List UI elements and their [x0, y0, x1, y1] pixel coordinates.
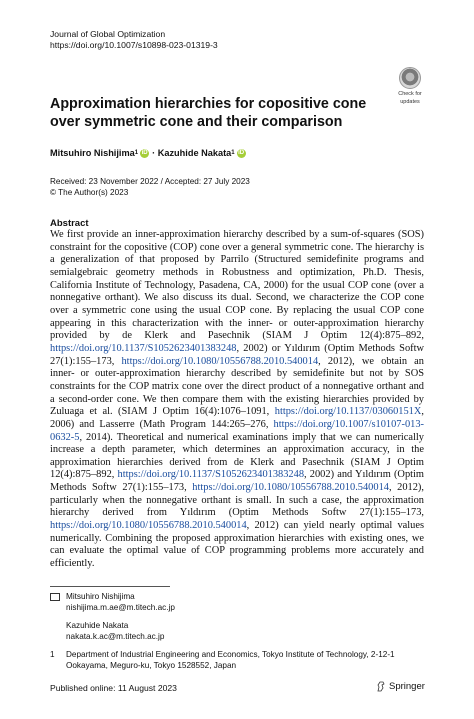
orcid-icon[interactable]: iD: [141, 149, 148, 156]
contact-email-2[interactable]: nakata.k.ac@m.titech.ac.jp: [66, 631, 165, 641]
check-updates-label-2: updates: [400, 99, 420, 105]
check-updates-label-1: Check for: [398, 91, 422, 97]
affiliation-mark: 1: [50, 650, 55, 660]
abstract-text: , 2012), particularly when the nonnegative orthant is small. In such a case, the approximation hierarchy derived from Yıldırım (Optim Methods Softw 27(1):155–173,: [50, 482, 424, 519]
doi-link[interactable]: https://doi.org/10.1080/10556788.2010.540014: [192, 482, 389, 494]
contact-name-2: Kazuhide Nakata: [66, 621, 129, 631]
doi-link[interactable]: https://doi.org/10.1007/s10898-023-01319-3: [50, 40, 218, 50]
corresponding-authors: [50, 592, 430, 642]
abstract-body: [50, 229, 424, 571]
abstract-text: , 2002) or Yıldırım (Optim Methods Softw 27(1):155–173,: [50, 342, 424, 367]
affiliation-line-2: Ookayama, Meguro-ku, Tokyo 1528552, Japan: [66, 660, 237, 670]
doi-link[interactable]: https://doi.org/10.1137/S1052623401383248: [117, 469, 305, 481]
publisher-name: Springer: [389, 681, 425, 692]
article-title: Approximation hierarchies for copositive cone over symmetric cone and their comparison: [50, 96, 367, 130]
author-affil-sup-2: 1: [231, 150, 235, 156]
contact-email-1[interactable]: nishijima.m.ae@m.titech.ac.jp: [66, 602, 175, 612]
journal-header: [50, 29, 218, 51]
footnote-divider: [50, 586, 170, 587]
copyright: © The Author(s) 2023: [50, 188, 129, 197]
doi-link[interactable]: https://doi.org/10.1080/10556788.2010.540014: [121, 355, 319, 367]
contact-name-1: Mitsuhiro Nishijima: [66, 592, 135, 601]
abstract-paragraph: [50, 229, 424, 571]
abstract-text: , 2012), we obtain an inner- or outer-approximation hierarchy described by semidefinite but not by SOS constraints for the COP matrix cone over the direct product of a nonnegative orthant and a second-order cone. We then compare them with the existing hierarchies provided by Zuluaga et al. (SIAM J Optim 16(4):1076–1091,: [50, 355, 424, 418]
received-accepted: Received: 23 November 2022 / Accepted: 27 July 2023: [50, 177, 250, 186]
doi-link[interactable]: https://doi.org/10.1007/s10107-013-0632-5: [50, 418, 424, 443]
journal-name: Journal of Global Optimization: [50, 29, 166, 39]
check-for-updates-badge[interactable]: [393, 67, 427, 103]
author-name-1[interactable]: Mitsuhiro Nishijima: [50, 148, 135, 158]
abstract-text: We first provide an inner-approximation hierarchy described by a sum-of-squares (SOS) constraint for the copositive (COP) cone over a general symmetric cone. The hierarchy is a generalization of that proposed by Parrilo (Structured semidefinite programs and semialgebraic geometry methods in Robustness and optimization, Ph.D. Thesis, California Institute of Technology, Pasadena, CA, 2000) for the usual COP cone (over a nonnegative orthant). We also discuss its dual. Second, we characterize the COP cone over a symmetric cone using the usual COP cone. By replacing the usual COP cone appearing in this characterization with the inner- or outer-approximation hierarchy provided by de Klerk and Pasechnik (SIAM J Optim 12(4):875–892,: [50, 229, 424, 342]
author-name-2[interactable]: Kazuhide Nakata: [157, 148, 232, 158]
abstract-text: , 2002) and Yıldırım (Optim Methods Softw 27(1):155–173,: [50, 469, 424, 494]
author-separator: ·: [152, 148, 156, 158]
envelope-icon: [50, 593, 60, 601]
author-list: [50, 148, 249, 158]
abstract-text: , 2012) can yield nearly optimal values numerically. Combining the proposed approximation hierarchies with existing ones, we can evaluate the optimal value of COP programming problems more accurately and efficiently.: [50, 520, 424, 570]
abstract-text: , 2006) and Lasserre (Math Program 144:265–276,: [50, 406, 424, 430]
article-dates: [50, 176, 250, 198]
author-affil-sup-1: 1: [134, 150, 139, 156]
footnotes: [50, 592, 430, 680]
abstract-heading: Abstract: [50, 218, 89, 229]
orcid-icon[interactable]: iD: [238, 149, 245, 156]
springer-horse-icon: [376, 681, 386, 692]
affiliation: [50, 650, 430, 671]
affiliation-line-1: Department of Industrial Engineering and Economics, Tokyo Institute of Technology, 2-12-1: [66, 650, 395, 660]
published-date: Published online: 11 August 2023: [50, 683, 177, 693]
publisher-logo: [376, 681, 425, 692]
abstract-text: , 2014). Theoretical and numerical examinations imply that we can numerically increase a depth parameter, which determines an approximation accuracy, in the approximation hierarchies derived from de Klerk and Pasechnik (SIAM J Optim 12(4):875–892,: [50, 431, 424, 481]
doi-link[interactable]: https://doi.org/10.1080/10556788.2010.540014: [50, 520, 247, 532]
check-updates-icon: [399, 67, 421, 89]
doi-link[interactable]: https://doi.org/10.1137/03060151X: [274, 406, 422, 418]
doi-link[interactable]: https://doi.org/10.1137/S1052623401383248: [50, 342, 237, 354]
